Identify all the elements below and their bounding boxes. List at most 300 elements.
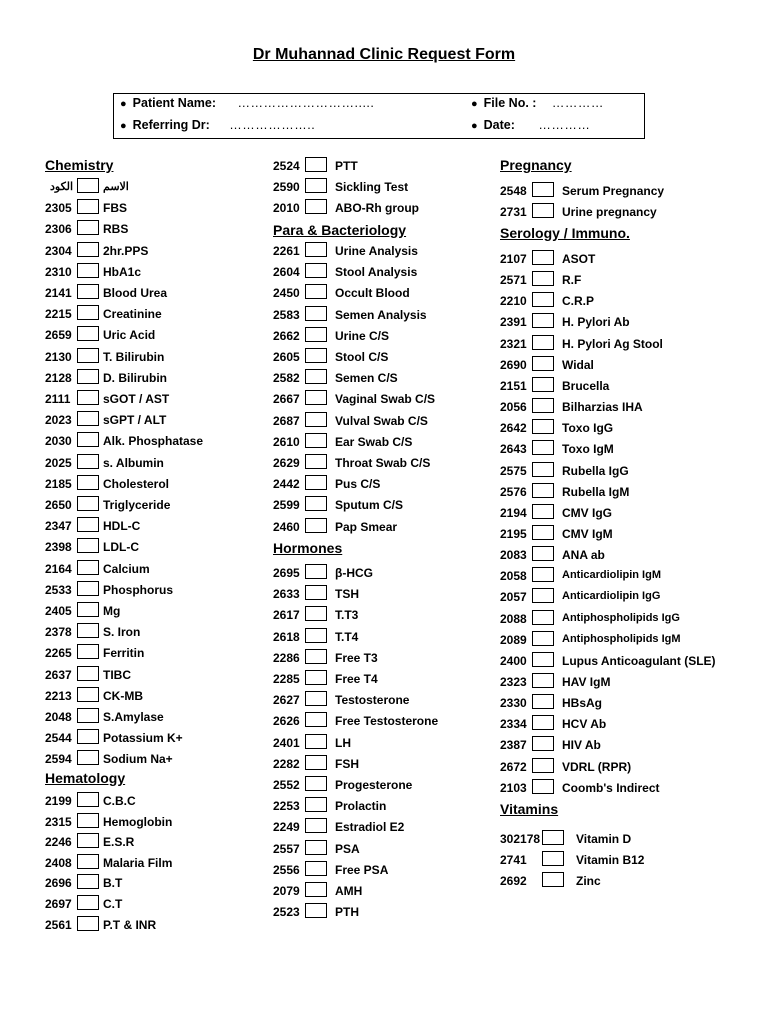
test-code: 2626	[273, 714, 300, 728]
test-checkbox[interactable]	[532, 567, 554, 582]
test-checkbox[interactable]	[532, 694, 554, 709]
date-row	[471, 118, 590, 132]
test-name: PTH	[335, 905, 359, 919]
test-checkbox[interactable]	[77, 833, 99, 848]
test-name: sGOT / AST	[103, 392, 170, 406]
test-name: Anticardiolipin IgG	[562, 590, 661, 602]
test-name: D. Bilirubin	[103, 371, 167, 385]
test-code: 2210	[500, 294, 527, 308]
test-name: Pus C/S	[335, 477, 381, 491]
name-column-label: الاسم	[103, 181, 129, 193]
test-code: 2010	[273, 201, 300, 215]
test-checkbox[interactable]	[532, 588, 554, 603]
test-checkbox[interactable]	[532, 758, 554, 773]
test-checkbox[interactable]	[532, 313, 554, 328]
test-checkbox[interactable]	[77, 813, 99, 828]
referring-dr-label: Referring Dr:	[132, 118, 210, 132]
test-checkbox[interactable]	[77, 454, 99, 469]
test-checkbox[interactable]	[77, 666, 99, 681]
test-code: 2334	[500, 717, 527, 731]
referring-dr-field[interactable]: ………………..	[229, 118, 316, 132]
test-checkbox[interactable]	[77, 560, 99, 575]
test-checkbox[interactable]	[305, 585, 327, 600]
test-code: 2533	[45, 583, 72, 597]
test-checkbox[interactable]	[305, 670, 327, 685]
test-code: 2552	[273, 778, 300, 792]
test-code: 2576	[500, 485, 527, 499]
test-code: 2659	[45, 328, 72, 342]
test-code: 2583	[273, 308, 300, 322]
test-name: Hemoglobin	[103, 815, 173, 829]
test-checkbox[interactable]	[305, 284, 327, 299]
test-code: 2523	[273, 905, 300, 919]
test-checkbox[interactable]	[77, 305, 99, 320]
test-checkbox[interactable]	[532, 271, 554, 286]
test-code: 2030	[45, 434, 72, 448]
test-code: 2599	[273, 498, 300, 512]
test-code: 2083	[500, 548, 527, 562]
section-heading-hematology: Hematology	[45, 770, 126, 786]
form-title: Dr Muhannad Clinic Request Form	[252, 46, 516, 63]
test-checkbox[interactable]	[77, 895, 99, 910]
test-checkbox[interactable]	[305, 475, 327, 490]
test-name: Toxo IgG	[562, 421, 614, 435]
test-code: 2103	[500, 781, 527, 795]
patient-name-field[interactable]: ……………………….....	[237, 96, 375, 110]
date-field[interactable]: …………	[538, 118, 591, 132]
test-code: 2391	[500, 315, 527, 329]
test-code: 2690	[500, 358, 527, 372]
test-name: Vitamin B12	[576, 853, 645, 867]
test-name: RBS	[103, 222, 129, 236]
test-checkbox[interactable]	[305, 433, 327, 448]
test-checkbox[interactable]	[532, 673, 554, 688]
test-name: Vitamin D	[576, 832, 632, 846]
test-name: TSH	[335, 587, 359, 601]
test-checkbox[interactable]	[532, 377, 554, 392]
test-name: Semen Analysis	[335, 308, 427, 322]
test-name: Occult Blood	[335, 286, 410, 300]
test-name: C.T	[103, 897, 123, 911]
test-code: 2213	[45, 689, 72, 703]
test-code: 2253	[273, 799, 300, 813]
test-checkbox[interactable]	[532, 335, 554, 350]
test-name: LDL-C	[103, 540, 139, 554]
test-code: 2246	[45, 835, 72, 849]
test-checkbox[interactable]	[77, 432, 99, 447]
test-checkbox[interactable]	[305, 755, 327, 770]
test-name: Serum Pregnancy	[562, 184, 665, 198]
test-name: Vulval Swab C/S	[335, 414, 428, 428]
test-code: 2282	[273, 757, 300, 771]
test-checkbox[interactable]	[532, 525, 554, 540]
test-name: CMV IgM	[562, 527, 613, 541]
test-name: C.R.P	[562, 294, 595, 308]
test-name: P.T & INR	[103, 918, 157, 932]
test-name: T.T3	[335, 608, 359, 622]
test-name: T.T4	[335, 630, 359, 644]
test-name: HIV Ab	[562, 738, 601, 752]
test-checkbox[interactable]	[305, 306, 327, 321]
test-code: 2692	[500, 874, 527, 888]
test-checkbox[interactable]	[305, 861, 327, 876]
test-code: 2199	[45, 794, 72, 808]
test-checkbox[interactable]	[77, 199, 99, 214]
test-checkbox[interactable]	[305, 649, 327, 664]
test-checkbox[interactable]	[77, 390, 99, 405]
test-code: 2164	[45, 562, 72, 576]
test-name: CMV IgG	[562, 506, 612, 520]
test-code: 2128	[45, 371, 72, 385]
test-checkbox[interactable]	[77, 687, 99, 702]
test-name: Stool C/S	[335, 350, 389, 364]
test-checkbox[interactable]	[305, 496, 327, 511]
test-checkbox[interactable]	[305, 242, 327, 257]
test-code: 2524	[273, 159, 300, 173]
test-checkbox[interactable]	[532, 203, 554, 218]
test-name: Rubella IgG	[562, 464, 629, 478]
test-code: 2249	[273, 820, 300, 834]
test-checkbox[interactable]	[532, 779, 554, 794]
test-code: 2057	[500, 590, 527, 604]
test-name: Lupus Anticoagulant (SLE)	[562, 654, 716, 668]
test-code: 2605	[273, 350, 300, 364]
test-checkbox[interactable]	[305, 454, 327, 469]
test-checkbox[interactable]	[305, 412, 327, 427]
test-code: 2401	[273, 736, 300, 750]
test-code: 2731	[500, 205, 527, 219]
test-code: 2633	[273, 587, 300, 601]
test-checkbox[interactable]	[77, 178, 99, 193]
test-checkbox[interactable]	[305, 199, 327, 214]
test-checkbox[interactable]	[77, 284, 99, 299]
test-name: HAV IgM	[562, 675, 611, 689]
test-name: Rubella IgM	[562, 485, 630, 499]
test-name: FBS	[103, 201, 127, 215]
test-checkbox[interactable]	[77, 369, 99, 384]
test-name: HCV Ab	[562, 717, 607, 731]
test-code: 2130	[45, 350, 72, 364]
file-no-field[interactable]: …………	[551, 96, 604, 110]
test-code: 2185	[45, 477, 72, 491]
test-code: 2387	[500, 738, 527, 752]
test-checkbox[interactable]	[532, 546, 554, 561]
test-name: Malaria Film	[103, 856, 173, 870]
file-no-label: File No. :	[483, 96, 537, 110]
test-code: 2618	[273, 630, 300, 644]
test-code: 2265	[45, 646, 72, 660]
test-name: R.F	[562, 273, 582, 287]
test-code: 2111	[45, 392, 71, 406]
test-name: sGPT / ALT	[103, 413, 167, 427]
test-code: 2408	[45, 856, 72, 870]
test-checkbox[interactable]	[77, 729, 99, 744]
test-name: Coomb's Indirect	[562, 781, 660, 795]
test-name: Uric Acid	[103, 328, 156, 342]
test-checkbox[interactable]	[305, 903, 327, 918]
test-name: Progesterone	[335, 778, 413, 792]
test-code: 2667	[273, 392, 300, 406]
test-checkbox[interactable]	[77, 517, 99, 532]
test-checkbox[interactable]	[77, 750, 99, 765]
test-code: 2195	[500, 527, 527, 541]
test-code: 2687	[273, 414, 300, 428]
test-name: C.B.C	[103, 794, 136, 808]
code-column-label: الكود	[50, 181, 74, 193]
test-checkbox[interactable]	[305, 882, 327, 897]
test-code: 2610	[273, 435, 300, 449]
test-code: 2315	[45, 815, 72, 829]
test-checkbox[interactable]	[77, 242, 99, 257]
test-name: Zinc	[576, 874, 601, 888]
test-checkbox[interactable]	[532, 483, 554, 498]
test-name: Urine pregnancy	[562, 205, 657, 219]
test-name: Triglyceride	[103, 498, 171, 512]
test-checkbox[interactable]	[77, 792, 99, 807]
test-checkbox[interactable]	[305, 818, 327, 833]
test-name: Ferritin	[103, 646, 145, 660]
test-checkbox[interactable]	[532, 419, 554, 434]
test-name: S. Iron	[103, 625, 141, 639]
test-code: 2378	[45, 625, 72, 639]
test-code: 302178	[500, 832, 541, 846]
test-name: ABO-Rh group	[335, 201, 419, 215]
test-name: ASOT	[562, 252, 596, 266]
test-code: 2215	[45, 307, 72, 321]
test-checkbox[interactable]	[77, 581, 99, 596]
test-name: s. Albumin	[103, 456, 164, 470]
test-checkbox[interactable]	[532, 631, 554, 646]
test-checkbox[interactable]	[532, 652, 554, 667]
test-name: Estradiol E2	[335, 820, 405, 834]
test-code: 2696	[45, 876, 72, 890]
test-checkbox[interactable]	[77, 220, 99, 235]
date-label: Date:	[483, 118, 515, 132]
test-code: 2672	[500, 760, 527, 774]
test-code: 2261	[273, 244, 300, 258]
test-checkbox[interactable]	[77, 538, 99, 553]
test-code: 2089	[500, 633, 527, 647]
test-checkbox[interactable]	[532, 504, 554, 519]
test-checkbox[interactable]	[305, 390, 327, 405]
test-name: Free PSA	[335, 863, 389, 877]
test-name: Blood Urea	[103, 286, 168, 300]
test-code: 2056	[500, 400, 527, 414]
test-checkbox[interactable]	[77, 708, 99, 723]
test-checkbox[interactable]	[532, 736, 554, 751]
test-code: 2629	[273, 456, 300, 470]
test-checkbox[interactable]	[305, 157, 327, 172]
test-name: S.Amylase	[103, 710, 164, 724]
test-checkbox[interactable]	[305, 776, 327, 791]
test-code: 2643	[500, 442, 527, 456]
test-name: Antiphospholipids IgM	[562, 633, 681, 645]
test-checkbox[interactable]	[77, 602, 99, 617]
test-checkbox[interactable]	[532, 398, 554, 413]
test-checkbox[interactable]	[77, 348, 99, 363]
test-name: Urine Analysis	[335, 244, 418, 258]
test-checkbox[interactable]	[305, 840, 327, 855]
test-code: 2398	[45, 540, 72, 554]
test-name: β-HCG	[335, 566, 373, 580]
test-code: 2347	[45, 519, 72, 533]
section-heading-vitamins: Vitamins	[500, 801, 559, 817]
test-checkbox[interactable]	[77, 475, 99, 490]
test-name: AMH	[335, 884, 363, 898]
test-checkbox[interactable]	[542, 851, 564, 866]
test-name: Urine C/S	[335, 329, 390, 343]
test-name: Sputum C/S	[335, 498, 403, 512]
test-name: Toxo IgM	[562, 442, 614, 456]
test-name: HBsAg	[562, 696, 603, 710]
test-code: 2305	[45, 201, 72, 215]
test-name: Calcium	[103, 562, 150, 576]
test-name: E.S.R	[103, 835, 135, 849]
test-name: Cholesterol	[103, 477, 170, 491]
test-code: 2330	[500, 696, 527, 710]
patient-info-box	[113, 93, 645, 139]
test-name: FSH	[335, 757, 359, 771]
test-name: CK-MB	[103, 689, 143, 703]
test-checkbox[interactable]	[532, 610, 554, 625]
test-code: 2194	[500, 506, 527, 520]
test-checkbox[interactable]	[532, 440, 554, 455]
test-code: 2460	[273, 520, 300, 534]
test-name: Potassium K+	[103, 731, 183, 745]
test-checkbox[interactable]	[77, 874, 99, 889]
test-name: Free T3	[335, 651, 378, 665]
test-code: 2323	[500, 675, 527, 689]
test-checkbox[interactable]	[305, 518, 327, 533]
test-checkbox[interactable]	[77, 326, 99, 341]
test-checkbox[interactable]	[542, 872, 564, 887]
test-name: Semen C/S	[335, 371, 398, 385]
test-name: Anticardiolipin IgM	[562, 569, 661, 581]
test-code: 2741	[500, 853, 527, 867]
patient-name-row	[120, 96, 374, 110]
section-heading-para-bacteriology: Para & Bacteriology	[273, 222, 407, 238]
test-name: TIBC	[103, 668, 131, 682]
test-code: 2141	[45, 286, 72, 300]
test-checkbox[interactable]	[305, 348, 327, 363]
test-code: 2079	[273, 884, 300, 898]
test-checkbox[interactable]	[77, 623, 99, 638]
test-checkbox[interactable]	[532, 715, 554, 730]
bullet-icon: ●	[471, 98, 478, 110]
test-checkbox[interactable]	[305, 369, 327, 384]
test-code: 2571	[500, 273, 527, 287]
test-name: Alk. Phosphatase	[103, 434, 204, 448]
test-code: 2557	[273, 842, 300, 856]
test-name: Antiphospholipids IgG	[562, 612, 680, 624]
test-name: Pap Smear	[335, 520, 398, 534]
test-checkbox[interactable]	[305, 691, 327, 706]
test-code: 2405	[45, 604, 72, 618]
test-code: 2310	[45, 265, 72, 279]
test-checkbox[interactable]	[532, 250, 554, 265]
test-code: 2107	[500, 252, 527, 266]
test-name: T. Bilirubin	[103, 350, 165, 364]
test-code: 2400	[500, 654, 527, 668]
test-name: 2hr.PPS	[103, 244, 149, 258]
section-heading-chemistry: Chemistry	[45, 157, 114, 173]
test-name: H. Pylori Ag Stool	[562, 337, 663, 351]
test-code: 2025	[45, 456, 72, 470]
test-name: Phosphorus	[103, 583, 174, 597]
test-name: Ear Swab C/S	[335, 435, 413, 449]
test-code: 2662	[273, 329, 300, 343]
test-checkbox[interactable]	[532, 356, 554, 371]
test-code: 2048	[45, 710, 72, 724]
bullet-icon: ●	[471, 120, 478, 132]
test-name: Bilharzias IHA	[562, 400, 643, 414]
test-checkbox[interactable]	[305, 797, 327, 812]
test-checkbox[interactable]	[305, 564, 327, 579]
test-checkbox[interactable]	[77, 854, 99, 869]
test-name: Throat Swab C/S	[335, 456, 431, 470]
test-checkbox[interactable]	[305, 606, 327, 621]
section-heading-serology-immuno: Serology / Immuno.	[500, 225, 630, 241]
test-name: Mg	[103, 604, 121, 618]
test-checkbox[interactable]	[77, 644, 99, 659]
test-name: LH	[335, 736, 351, 750]
test-checkbox[interactable]	[77, 496, 99, 511]
test-code: 2582	[273, 371, 300, 385]
test-code: 2575	[500, 464, 527, 478]
test-checkbox[interactable]	[305, 327, 327, 342]
test-code: 2088	[500, 612, 527, 626]
test-code: 2548	[500, 184, 527, 198]
bullet-icon: ●	[120, 98, 127, 110]
test-name: Free Testosterone	[335, 714, 439, 728]
test-code: 2561	[45, 918, 72, 932]
test-code: 2304	[45, 244, 72, 258]
test-checkbox[interactable]	[532, 292, 554, 307]
test-name: PSA	[335, 842, 360, 856]
test-name: Sodium Na+	[103, 752, 173, 766]
test-checkbox[interactable]	[305, 734, 327, 749]
section-heading-pregnancy: Pregnancy	[500, 157, 572, 173]
test-code: 2590	[273, 180, 300, 194]
test-checkbox[interactable]	[305, 263, 327, 278]
test-checkbox[interactable]	[305, 178, 327, 193]
test-checkbox[interactable]	[305, 712, 327, 727]
test-code: 2617	[273, 608, 300, 622]
test-checkbox[interactable]	[77, 916, 99, 931]
test-code: 2442	[273, 477, 300, 491]
test-code: 2594	[45, 752, 72, 766]
test-checkbox[interactable]	[542, 830, 564, 845]
test-name: ANA ab	[562, 548, 605, 562]
test-checkbox[interactable]	[532, 462, 554, 477]
test-name: H. Pylori Ab	[562, 315, 630, 329]
test-checkbox[interactable]	[305, 628, 327, 643]
test-name: HbA1c	[103, 265, 142, 279]
test-name: Creatinine	[103, 307, 162, 321]
test-code: 2556	[273, 863, 300, 877]
test-code: 2627	[273, 693, 300, 707]
test-code: 2306	[45, 222, 72, 236]
test-name: Prolactin	[335, 799, 387, 813]
test-name: VDRL (RPR)	[562, 760, 632, 774]
test-checkbox[interactable]	[532, 182, 554, 197]
test-name: Widal	[562, 358, 594, 372]
test-checkbox[interactable]	[77, 411, 99, 426]
test-code: 2151	[500, 379, 527, 393]
test-code: 2450	[273, 286, 300, 300]
file-no-row	[471, 96, 604, 110]
test-checkbox[interactable]	[77, 263, 99, 278]
